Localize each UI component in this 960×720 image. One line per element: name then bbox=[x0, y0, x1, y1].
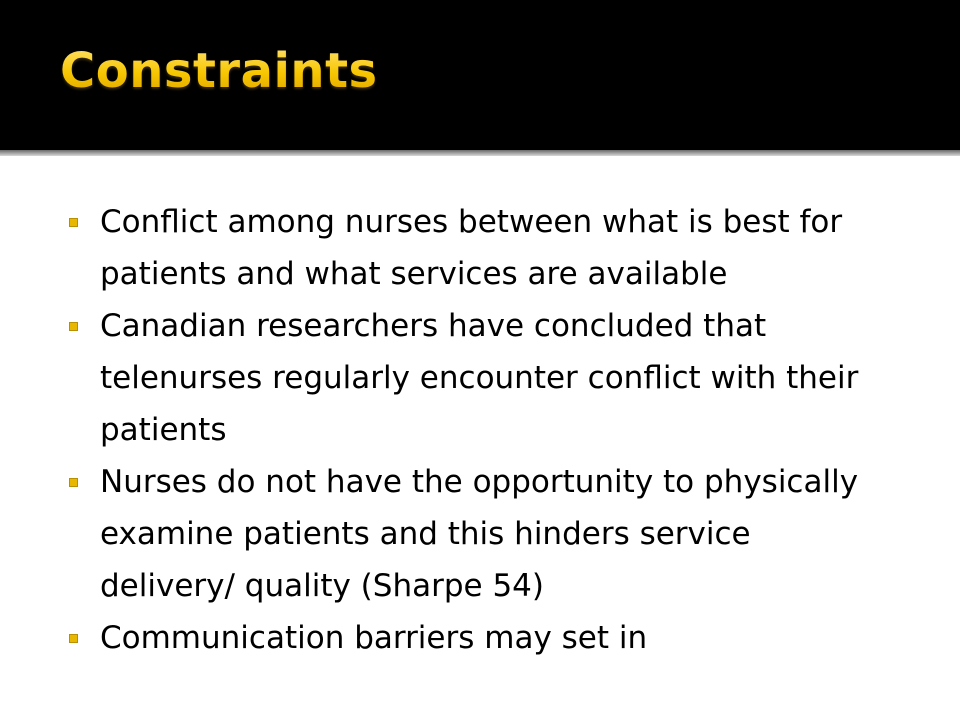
bullet-item-communication bbox=[0, 612, 880, 664]
slide-title: Constraints bbox=[60, 43, 378, 99]
bullet-item-physical-exam bbox=[0, 456, 880, 612]
bullet-text: Canadian researchers have concluded that telenurses regularly encounter conflict with their patients bbox=[100, 308, 859, 448]
title-band bbox=[0, 0, 960, 150]
bullet-text: Conflict among nurses between what is best for patients and what services are available bbox=[100, 204, 843, 292]
bullet-item-canadian-researchers bbox=[0, 300, 880, 456]
title-divider bbox=[0, 150, 960, 156]
square-bullet-icon bbox=[69, 322, 78, 331]
bullet-item-conflict bbox=[0, 196, 880, 300]
square-bullet-icon bbox=[69, 218, 78, 227]
square-bullet-icon bbox=[69, 478, 78, 487]
bullet-text: Nurses do not have the opportunity to physically examine patients and this hinders service delivery/ quality (Sharpe 54) bbox=[100, 464, 859, 604]
bullet-text: Communication barriers may set in bbox=[100, 620, 648, 656]
bullet-list bbox=[0, 196, 960, 664]
square-bullet-icon bbox=[69, 634, 78, 643]
